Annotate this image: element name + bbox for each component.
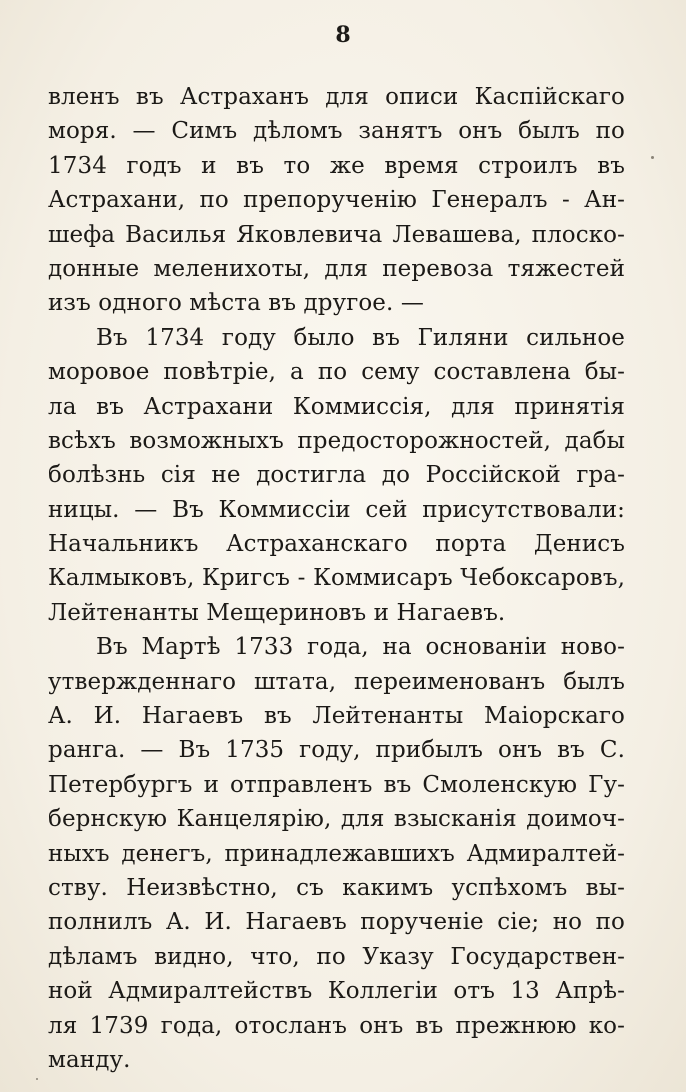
text-line: Въ 1734 году было въ Гиляни сильное bbox=[96, 324, 625, 351]
paper-speck bbox=[36, 1078, 38, 1080]
text-line: 1734 годъ и въ то же время строилъ въ bbox=[48, 152, 625, 179]
paragraph-3 bbox=[48, 630, 625, 1077]
text-line: моровое повѣтріе, а по сему составлена бы- bbox=[48, 359, 625, 386]
text-line: ной Адмиралтействъ Коллегіи отъ 13 Апрѣ- bbox=[48, 978, 625, 1005]
text-line: дѣламъ видно, что, по Указу Государствен- bbox=[48, 943, 625, 970]
text-line: изъ одного мѣста въ другое. — bbox=[48, 290, 424, 317]
text-line: болѣзнь сія не достигла до Россійской гра- bbox=[48, 462, 625, 489]
text-line: бернскую Канцелярію, для взысканія доимоч- bbox=[48, 806, 625, 833]
text-line: моря. — Симъ дѣломъ занятъ онъ былъ по bbox=[48, 118, 625, 145]
text-line: манду. bbox=[48, 1046, 131, 1073]
text-line: ранга. — Въ 1735 году, прибылъ онъ въ С. bbox=[48, 737, 625, 764]
paragraph-1 bbox=[48, 80, 625, 321]
text-line: ля 1739 года, отосланъ онъ въ прежнюю ко- bbox=[48, 1012, 625, 1039]
page-number: 8 bbox=[335, 22, 351, 48]
text-line: полнилъ А. И. Нагаевъ порученіе сіе; но по bbox=[48, 909, 625, 936]
text-line: всѣхъ возможныхъ предосторожностей, дабы bbox=[48, 427, 625, 454]
text-line: ла въ Астрахани Коммиссія, для принятія bbox=[48, 393, 625, 420]
text-line: Въ Мартѣ 1733 года, на основаніи ново- bbox=[96, 634, 625, 661]
text-line: ству. Неизвѣстно, съ какимъ успѣхомъ вы- bbox=[48, 874, 625, 901]
text-line: шефа Василья Яковлевича Левашева, плоско- bbox=[48, 221, 625, 248]
text-line: Калмыковъ, Кригсъ - Коммисаръ Чебоксаровъ, bbox=[48, 565, 625, 592]
text-line: А. И. Нагаевъ въ Лейтенанты Маіорскаго bbox=[48, 703, 625, 730]
paper-speck bbox=[651, 156, 654, 159]
text-line: донные меленихоты, для перевоза тяжестей bbox=[48, 255, 625, 282]
text-line: Астрахани, по препорученію Генералъ - Ан- bbox=[48, 187, 625, 214]
text-line: утвержденнаго штата, переименованъ былъ bbox=[48, 668, 625, 695]
text-line: ницы. — Въ Коммиссіи сей присутствовали: bbox=[48, 496, 625, 523]
text-line: Начальникъ Астраханскаго порта Денисъ bbox=[48, 531, 625, 558]
paragraph-2 bbox=[48, 321, 625, 631]
text-line: Лейтенанты Мещериновъ и Нагаевъ. bbox=[48, 599, 506, 626]
page-body bbox=[48, 80, 625, 1077]
text-line: вленъ въ Астраханъ для описи Каспійскаго bbox=[48, 84, 625, 110]
text-line: ныхъ денегъ, принадлежавшихъ Адмиралтей- bbox=[48, 840, 625, 867]
text-line: Петербургъ и отправленъ въ Смоленскую Гу- bbox=[48, 771, 625, 798]
